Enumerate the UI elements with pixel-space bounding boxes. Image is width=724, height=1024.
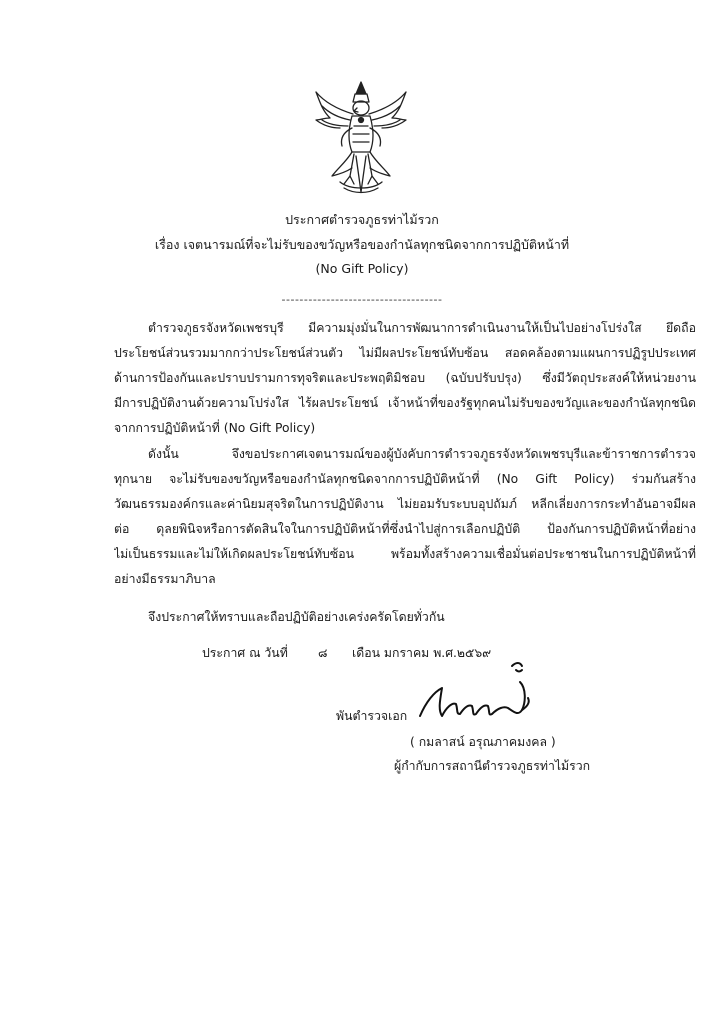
date-prefix: ประกาศ ณ วันที่ xyxy=(202,646,288,660)
paragraph-line: ประโยชน์ส่วนรวมมากกว่าประโยชน์ส่วนตัว ไม่มีผลประโยชน์ทับซ้อน สอดคล้องตามแผนการปฏิรูปประเทศ xyxy=(114,346,696,360)
announcement-subject: เรื่อง เจตนารมณ์ที่จะไม่รับของขวัญหรือของกำนัลทุกชนิดจากการปฏิบัติหน้าที่ xyxy=(154,237,570,252)
policy-name: (No Gift Policy) xyxy=(315,261,409,276)
paragraph-line: ตำรวจภูธรจังหวัดเพชรบุรี มีความมุ่งมั่นในการพัฒนาการดำเนินงานให้เป็นไปอย่างโปร่งใส ยึดถือ xyxy=(148,321,696,335)
handwritten-signature xyxy=(412,658,552,738)
signatory-position: ผู้กำกับการสถานีตำรวจภูธรท่าไม้รวก xyxy=(394,759,591,773)
paragraph-line: ดังนั้น จึงขอประกาศเจตนารมณ์ของผู้บังคับการตำรวจภูธรจังหวัดเพชรบุรีและข้าราชการตำรวจ xyxy=(148,447,696,461)
date-month-year: เดือน มกราคม พ.ศ.๒๕๖๙ xyxy=(352,646,492,660)
paragraph-line: อย่างมีธรรมาภิบาล xyxy=(114,572,216,586)
section-divider: ------------------------------------ xyxy=(281,293,443,306)
paragraph-line: มีการปฏิบัติงานด้วยความโปร่งใส ไร้ผลประโยชน์ เจ้าหน้าที่ของรัฐทุกคนไม่รับของขวัญและของกำนัลทุกชนิด xyxy=(114,396,696,410)
paragraph-line: ทุกนาย จะไม่รับของขวัญหรือของกำนัลทุกชนิดจากการปฏิบัติหน้าที่ (No Gift Policy) ร่วมกันสร้าง xyxy=(114,472,696,486)
paragraph-line: วัฒนธรรมองค์กรและค่านิยมสุจริตในการปฏิบัติงาน ไม่ยอมรับระบบอุปถัมภ์ หลีกเลี่ยงการกระทำอันอาจมีผล xyxy=(114,497,696,511)
closing-notice: จึงประกาศให้ทราบและถือปฏิบัติอย่างเคร่งครัดโดยทั่วกัน xyxy=(148,610,445,624)
paragraph-line: ไม่เป็นธรรมและไม่ให้เกิดผลประโยชน์ทับซ้อน พร้อมทั้งสร้างความเชื่อมั่นต่อประชาชนในการปฏิบัติหน้าที่ xyxy=(114,547,696,561)
signatory-name: ( กมลาสน์ อรุณภาคมงคล ) xyxy=(410,735,556,749)
announcement-title: ประกาศตำรวจภูธรท่าไม้รวก xyxy=(285,212,439,227)
paragraph-line: จากการปฏิบัติหน้าที่ (No Gift Policy) xyxy=(114,421,316,435)
paragraph-line: ด้านการป้องกันและปราบปรามการทุจริตและประพฤติมิชอบ (ฉบับปรับปรุง) ซึ่งมีวัตถุประสงค์ให้หน่วยงาน xyxy=(114,371,696,385)
signatory-rank: พันตำรวจเอก xyxy=(336,709,408,723)
garuda-emblem-icon xyxy=(310,80,412,198)
paragraph-line: ต่อ ดุลยพินิจหรือการตัดสินใจในการปฏิบัติหน้าที่ซึ่งนำไปสู่การเลือกปฏิบัติ ป้องกันการปฏิบัติหน้าที่อย่าง xyxy=(114,522,696,536)
date-day: ๘ xyxy=(318,646,328,660)
